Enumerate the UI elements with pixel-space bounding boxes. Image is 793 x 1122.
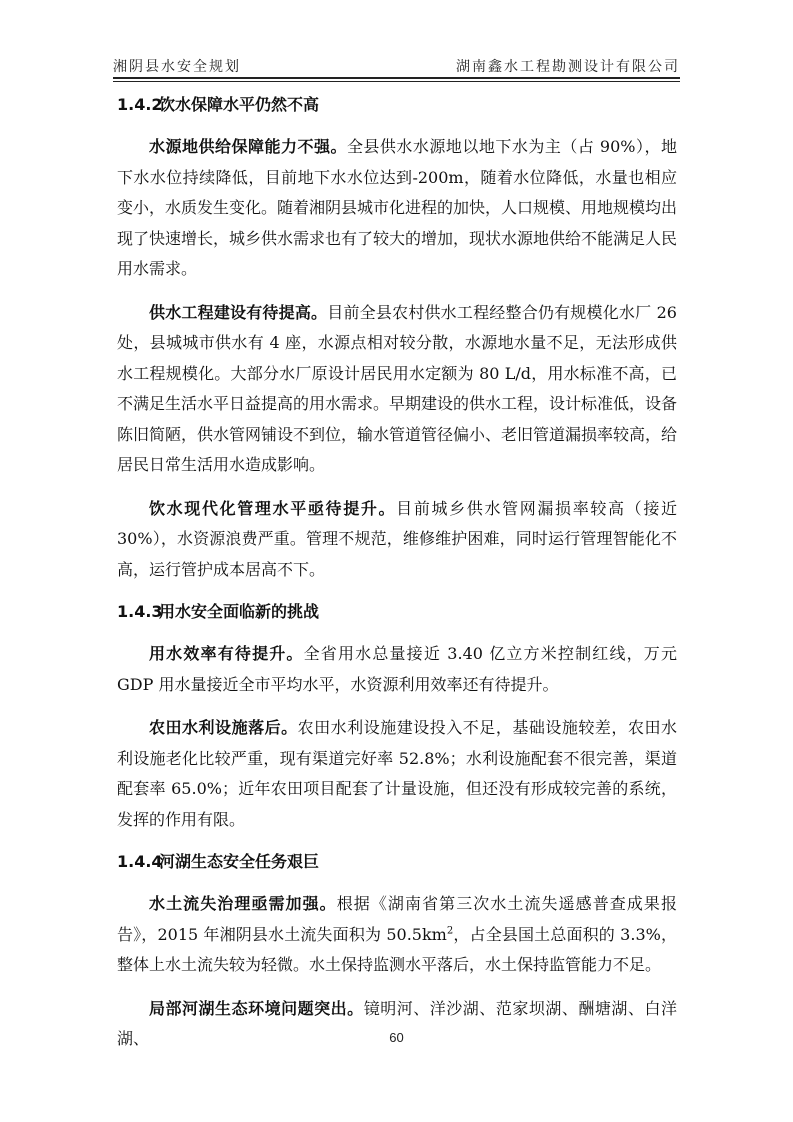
paragraph-text: 根据《湖南省第三次水土流失遥感普查成果报告》，2015 年湘阴县水土流失面积为 50.5km [117,894,677,944]
paragraph-text: 农田水利设施建设投入不足，基础设施较差，农田水利设施老化比较严重，现有渠道完好率 52.8%；水利设施配套不很完善，渠道配套率 65.0%；近年农田项目配套了计量设施，但还没有形成较完善的系统，发挥的作用有限。 [117,718,677,829]
paragraph-water-source [117,132,677,285]
paragraph-supply-works [117,298,677,481]
paragraph-text: 目前城乡供水管网漏损率较高（接近 30%），水资源浪费严重。管理不规范，维修维护困难，同时运行管理智能化不高，运行管护成本居高不下。 [117,498,677,579]
paragraph-lead: 局部河湖生态环境问题突出。 [149,998,364,1018]
paragraph-lead: 水源地供给保障能力不强。 [149,137,347,156]
running-header [113,52,680,76]
paragraph-farmland-irrigation [117,713,677,835]
paragraph-lead: 农田水利设施落后。 [149,718,298,737]
paragraph-lead: 水土流失治理亟需加强。 [149,894,337,913]
paragraph-text: 镜明河、洋沙湖、范家坝湖、酬塘湖、白洋湖、 [117,998,677,1048]
section-title: 河湖生态安全任务艰巨 [159,852,320,871]
paragraph-lead: 饮水现代化管理水平亟待提升。 [149,498,397,518]
page-number: 60 [389,1030,404,1045]
section-heading-1-4-3 [117,599,677,625]
paragraph-text: 全县供水水源地以地下水为主（占 90%），地下水水位持续降低，目前地下水水位达到-200m，随着水位降低，水量也相应变小，水质发生变化。随着湘阴县城市化进程的加快，人口规模、用地规模均出现了快速增长，城乡供水需求也有了较大的增加，现状水源地供给不能满足人民用水需求。 [117,137,678,278]
header-document-title: 湘阴县水安全规划 [113,59,241,75]
paragraph-text: 目前全县农村供水工程经整合仍有规模化水厂 26 处，县城城市供水有 4 座，水源点相对较分散，水源地水量不足，无法形成供水工程规模化。大部分水厂原设计居民用水定额为 80 L/d，用水标准不高，已不满足生活水平日益提高的用水需求。早期建设的供水工程，设计标准低，设备陈旧简陋，供水管网铺设不到位，输水管道管径偏小、老旧管道漏损率较高，给居民日常生活用水造成影响。 [117,302,678,474]
page-body [117,92,677,1055]
section-number: 1.4.3 [117,602,163,621]
header-company-name: 湖南鑫水工程勘测设计有限公司 [456,59,680,75]
section-number: 1.4.4 [117,852,163,871]
header-rule-thin [113,81,680,82]
paragraph-text: 全省用水总量接近 3.40 亿立方米控制红线，万元 GDP 用水量接近全市平均水平，水资源利用效率还有待提升。 [117,644,677,694]
paragraph-text-continued: ，占全县国土总面积的 3.3%，整体上水土流失较为轻微。水土保持监测水平落后，水土保持监管能力不足。 [117,924,677,974]
header-rule-thick [113,77,680,79]
paragraph-lead: 供水工程建设有待提高。 [149,302,328,322]
paragraph-soil-erosion [117,889,677,981]
section-number: 1.4.2 [117,95,163,114]
paragraph-river-lake-ecology [117,994,677,1055]
section-title: 用水安全面临新的挑战 [159,602,320,621]
superscript-squared: 2 [446,925,454,937]
paragraph-lead: 用水效率有待提升。 [149,644,304,663]
section-title: 饮水保障水平仍然不高 [159,95,320,114]
section-heading-1-4-4 [117,849,677,875]
section-heading-1-4-2 [117,92,677,118]
paragraph-water-efficiency [117,639,677,700]
paragraph-modern-management [117,494,677,586]
